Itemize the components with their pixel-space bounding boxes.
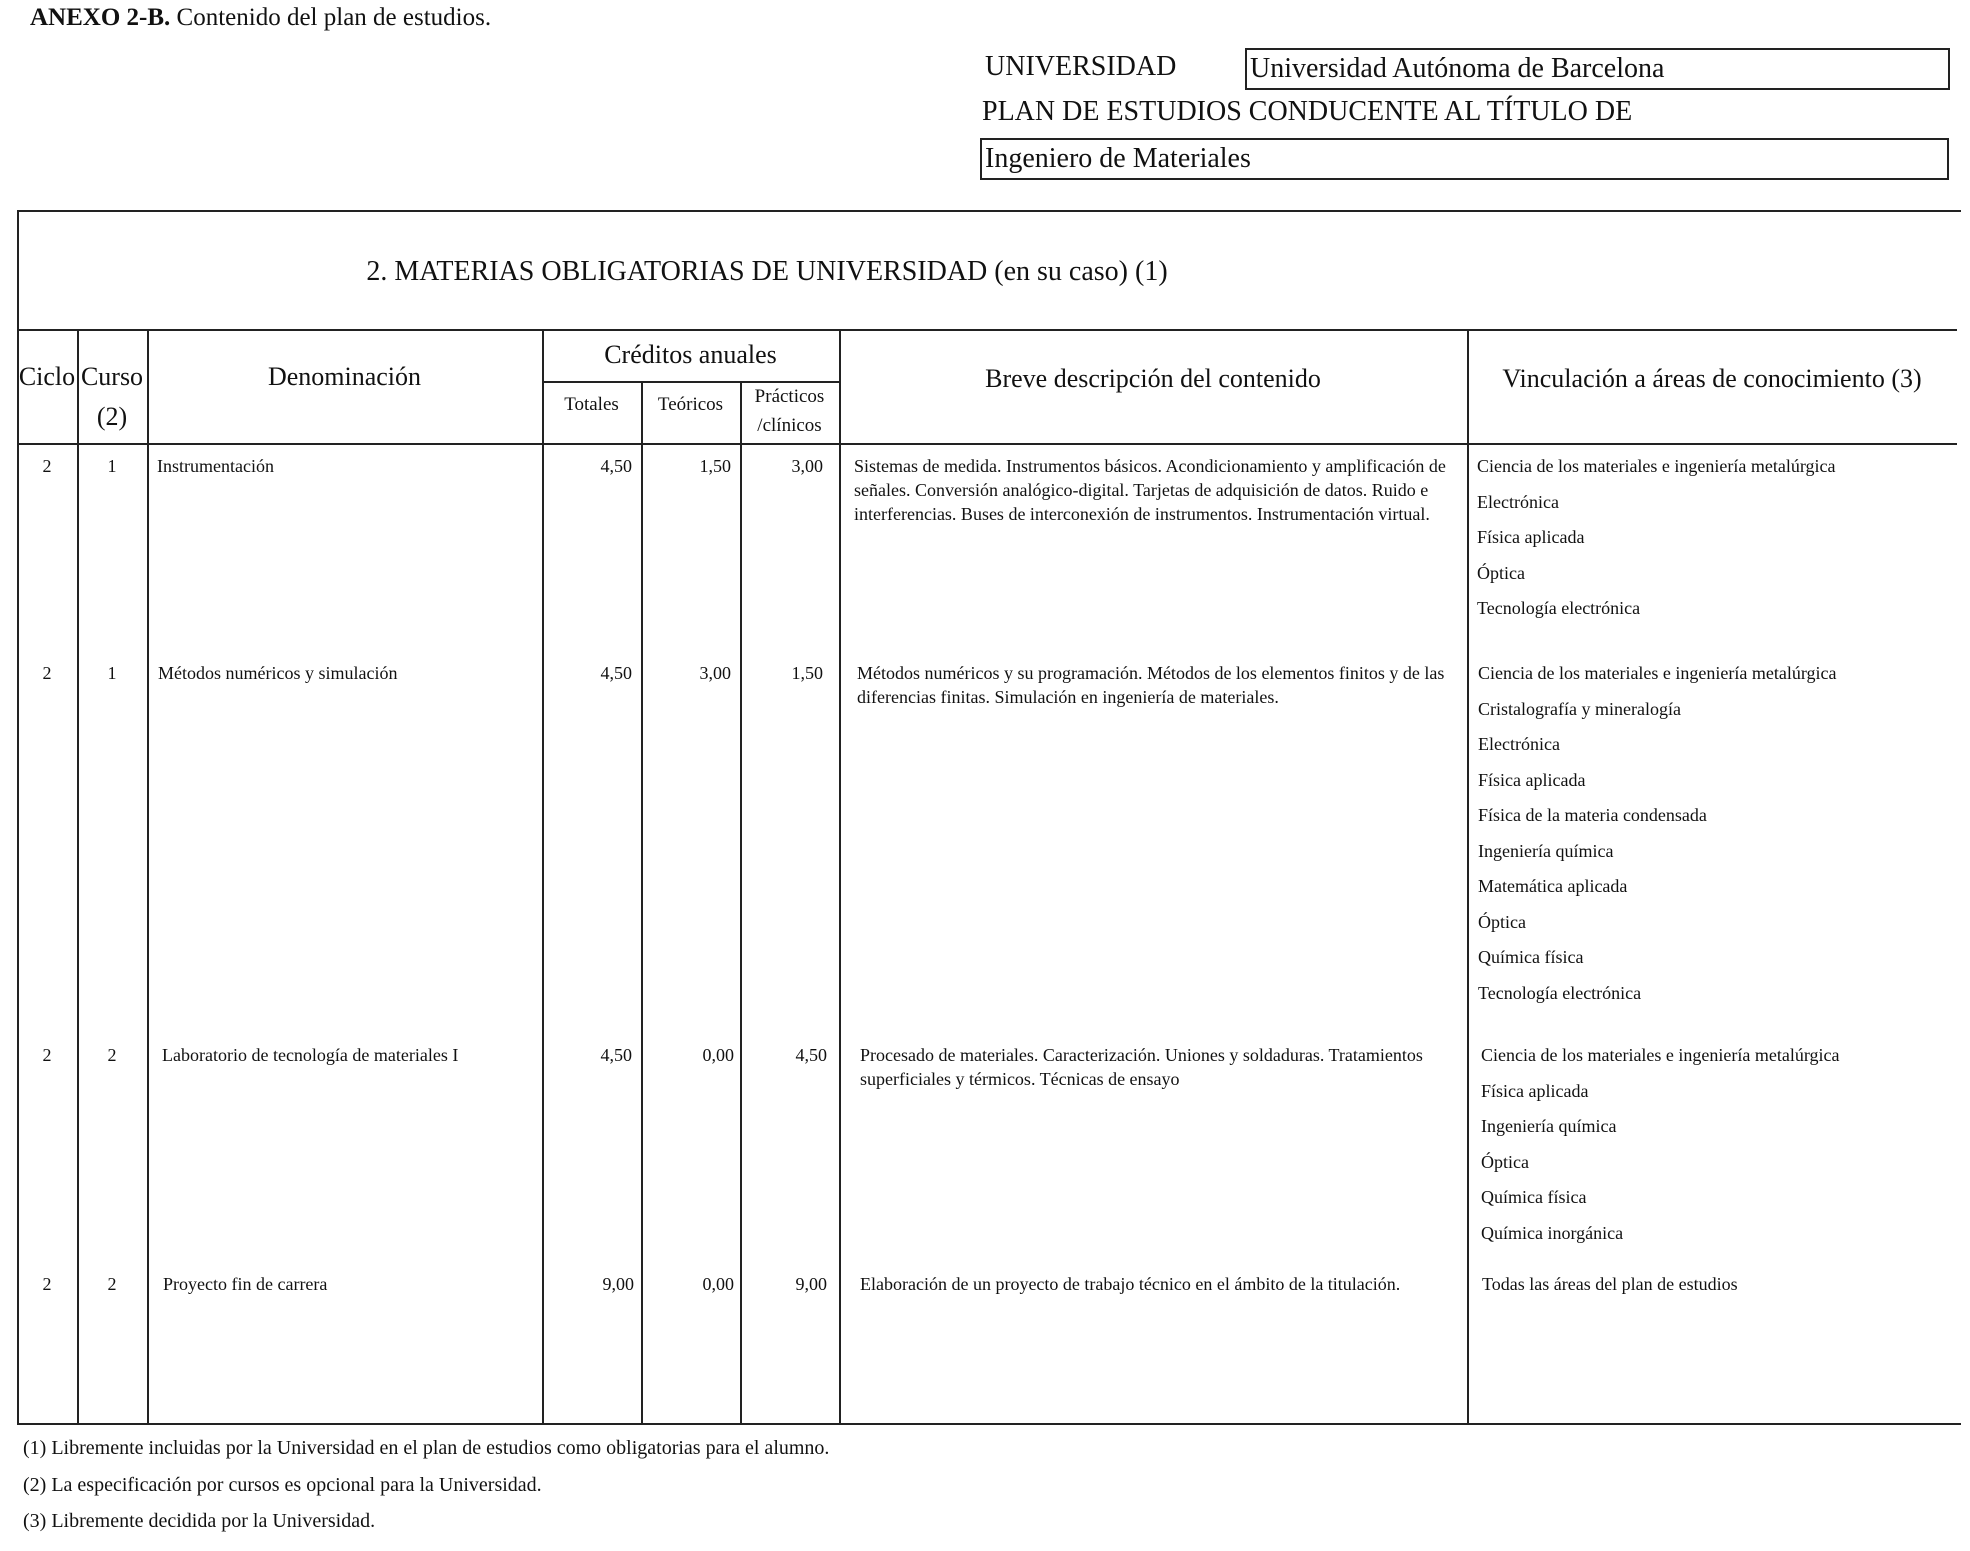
annex-label: ANEXO 2-B. (30, 4, 171, 31)
row-ciclo: 2 (42, 663, 52, 683)
col-descripcion: Breve descripción del contenido (985, 364, 1321, 393)
row-curso: 1 (107, 456, 117, 476)
degree-title-field: Ingeniero de Materiales (980, 138, 1949, 180)
area-item: Cristalografía y mineralogía (1478, 698, 1681, 719)
row-teoricos: 0,00 (702, 1274, 734, 1294)
row-ciclo: 2 (42, 1274, 52, 1294)
row-areas (1482, 1272, 1957, 1308)
col-denominacion: Denominación (267, 362, 422, 391)
row-curso: 1 (107, 663, 117, 683)
row-totales: 4,50 (600, 663, 632, 683)
university-label: UNIVERSIDAD (985, 51, 1177, 82)
col-ciclo: Ciclo (18, 362, 76, 391)
row-curso: 2 (107, 1274, 117, 1294)
col-vinculacion: Vinculación a áreas de conocimiento (3) (1502, 364, 1922, 393)
row-denominacion: Proyecto fin de carrera (163, 1274, 328, 1294)
row-teoricos: 1,50 (699, 456, 731, 476)
row-totales: 4,50 (600, 456, 632, 476)
row-ciclo: 2 (42, 456, 52, 476)
area-item: Óptica (1478, 911, 1526, 932)
row-practicos: 4,50 (795, 1045, 827, 1065)
col-totales: Totales (564, 394, 619, 415)
col-clinicos: /clínicos (757, 415, 822, 436)
row-practicos: 3,00 (791, 456, 823, 476)
area-item: Química inorgánica (1481, 1222, 1624, 1243)
row-descripcion: Métodos numéricos y su programación. Métodos de los elementos finitos y de las diferencias finitas. Simulación en ingeniería de materiales. (857, 663, 1445, 707)
col-curso: Curso (80, 362, 144, 391)
area-item: Química física (1478, 947, 1584, 967)
area-item: Matemática aplicada (1478, 876, 1628, 896)
row-ciclo: 2 (42, 1045, 52, 1065)
area-item: Física aplicada (1478, 769, 1586, 790)
row-totales: 9,00 (602, 1274, 634, 1294)
area-item: Química física (1481, 1187, 1587, 1207)
area-item: Óptica (1481, 1151, 1529, 1172)
university-field: Universidad Autónoma de Barcelona (1245, 48, 1950, 90)
area-item: Tecnología electrónica (1478, 982, 1642, 1003)
col-practicos: Prácticos (754, 386, 825, 407)
row-areas (1481, 1043, 1957, 1256)
table-title: 2. MATERIAS OBLIGATORIAS DE UNIVERSIDAD (en su caso) (1) (366, 256, 1168, 287)
area-item: Física aplicada (1477, 527, 1585, 547)
area-item: Electrónica (1477, 491, 1559, 512)
plan-label: PLAN DE ESTUDIOS CONDUCENTE AL TÍTULO DE (982, 96, 1633, 127)
row-practicos: 1,50 (791, 663, 823, 683)
footnote-1: (1) Libremente incluidas por la Universidad en el plan de estudios como obligatorias para el alumno. (23, 1437, 830, 1459)
row-descripcion: Elaboración de un proyecto de trabajo técnico en el ámbito de la titulación. (860, 1274, 1401, 1294)
row-descripcion: Procesado de materiales. Caracterización. Uniones y soldaduras. Tratamientos superficiales y térmicos. Técnicas de ensayo (860, 1045, 1423, 1089)
annex-heading (30, 4, 491, 32)
area-item: Óptica (1477, 562, 1525, 583)
footnote-3: (3) Libremente decidida por la Universidad. (23, 1510, 376, 1532)
col-teoricos: Teóricos (657, 394, 724, 415)
footnote-2: (2) La especificación por cursos es opcional para la Universidad. (23, 1474, 542, 1496)
row-denominacion: Métodos numéricos y simulación (158, 663, 398, 683)
row-practicos: 9,00 (795, 1274, 827, 1294)
row-areas (1478, 661, 1958, 1016)
row-teoricos: 0,00 (702, 1045, 734, 1065)
row-denominacion: Instrumentación (157, 456, 274, 476)
row-denominacion: Laboratorio de tecnología de materiales I (162, 1045, 459, 1065)
row-teoricos: 3,00 (699, 663, 731, 683)
area-item: Ingeniería química (1481, 1116, 1617, 1136)
annex-text: Contenido del plan de estudios. (170, 4, 492, 31)
col-curso-note: (2) (96, 402, 128, 431)
area-item: Ciencia de los materiales e ingeniería metalúrgica (1481, 1045, 1840, 1065)
col-creditos: Créditos anuales (604, 340, 777, 369)
area-item: Electrónica (1478, 734, 1560, 754)
area-item: Ciencia de los materiales e ingeniería metalúrgica (1477, 456, 1836, 476)
area-item: Tecnología electrónica (1477, 598, 1641, 618)
row-descripcion: Sistemas de medida. Instrumentos básicos. Acondicionamiento y amplificación de señales. Conversión analógico-digital. Tarjetas de adquisición de datos. Ruido e interferencias. Buses de interconexión de instrumentos. Instrumentación virtual. (854, 456, 1446, 524)
row-curso: 2 (107, 1045, 117, 1065)
area-item: Ingeniería química (1478, 840, 1614, 861)
row-areas (1477, 454, 1957, 632)
area-item: Ciencia de los materiales e ingeniería metalúrgica (1478, 663, 1837, 683)
area-item: Todas las áreas del plan de estudios (1482, 1274, 1738, 1294)
area-item: Física de la materia condensada (1478, 805, 1707, 825)
row-totales: 4,50 (600, 1045, 632, 1065)
area-item: Física aplicada (1481, 1080, 1589, 1101)
